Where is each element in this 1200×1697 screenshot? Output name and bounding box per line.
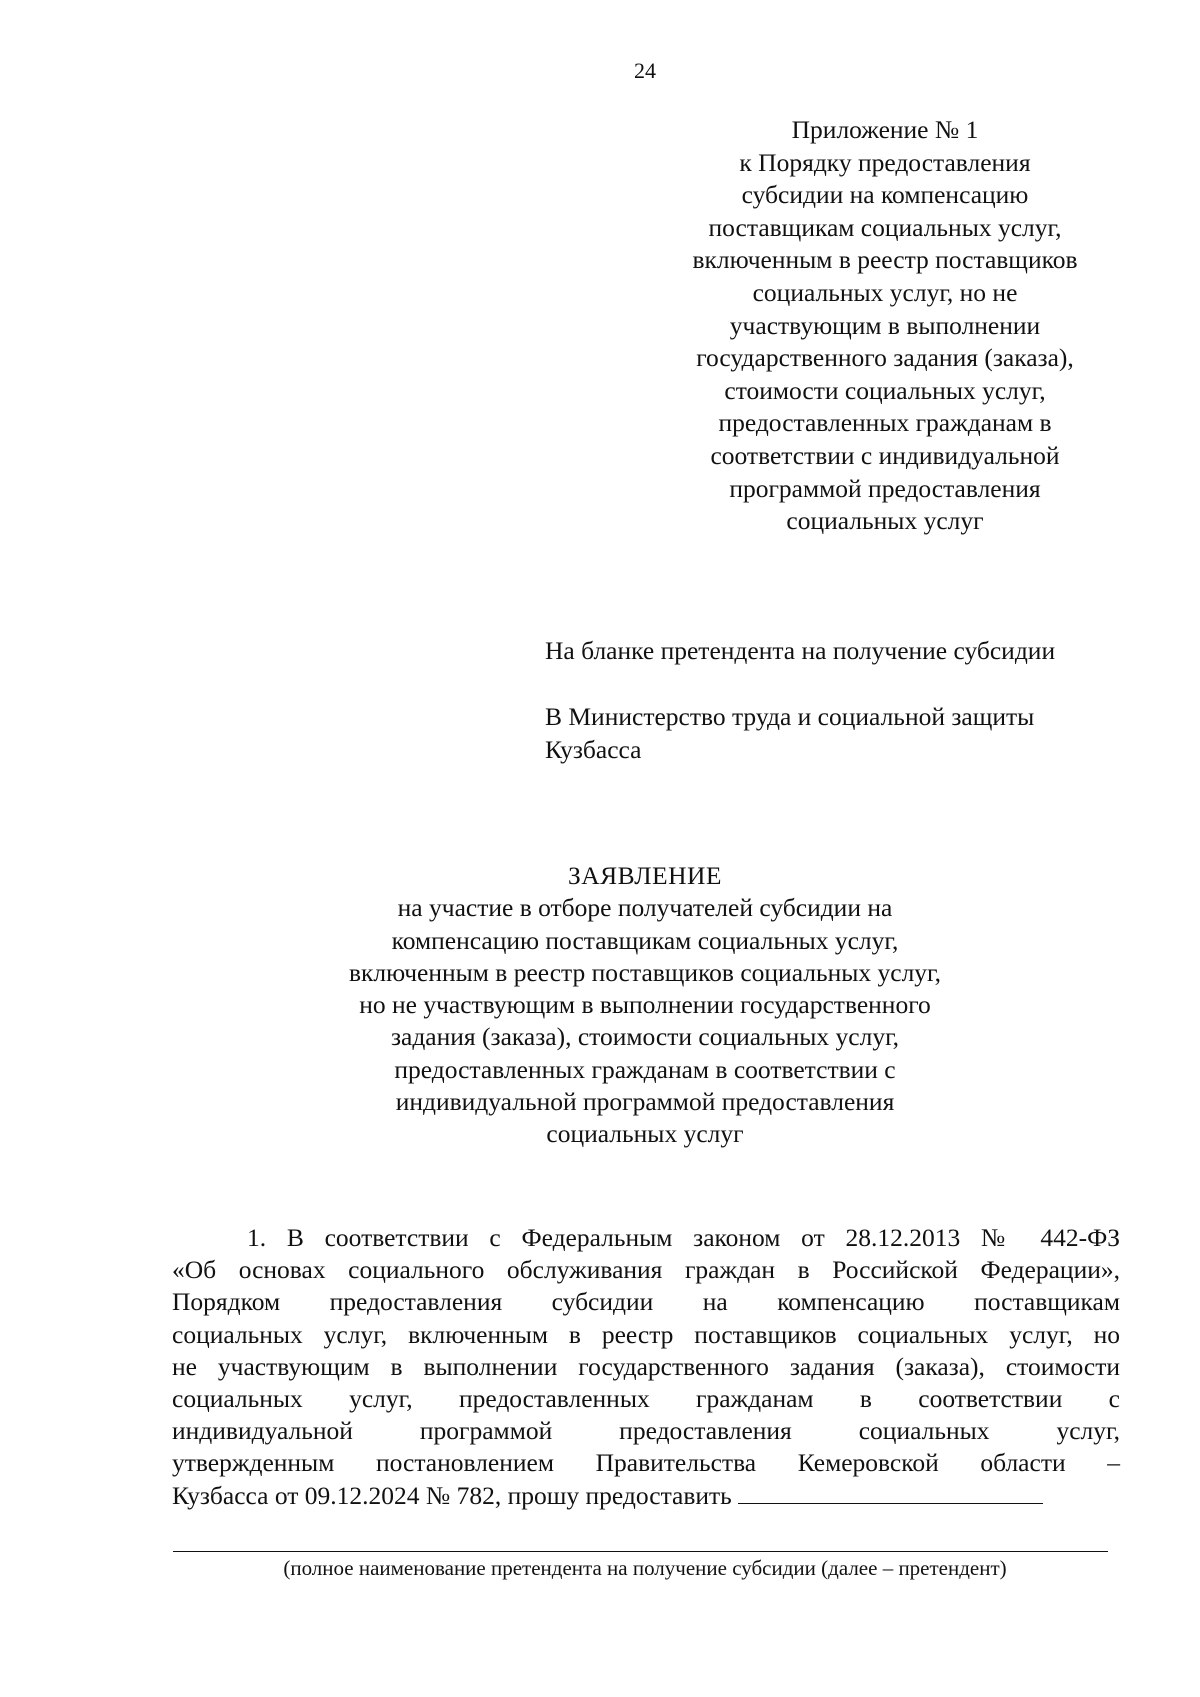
statement-title <box>290 860 1000 1151</box>
paragraph-line: Порядком предоставления субсидии на компенсацию поставщикам <box>172 1287 1120 1317</box>
appendix-line: предоставленных гражданам в <box>718 408 1052 438</box>
statement-subtitle-line: предоставленных гражданам в соответствии с <box>394 1054 896 1084</box>
appendix-line: включенным в реестр поставщиков <box>692 245 1078 275</box>
paragraph-line: 1. В соответствии с Федеральным законом от 28.12.2013 № 442-ФЗ <box>247 1223 1120 1252</box>
paragraph-line: социальных услуг, предоставленных гражданам в соответствии с <box>172 1384 1120 1414</box>
applicant-name-line[interactable] <box>173 1551 1108 1552</box>
appendix-line: государственного задания (заказа), <box>696 343 1074 373</box>
addressee-line: В Министерство труда и социальной защиты <box>545 702 1035 731</box>
letterhead-note: На бланке претендента на получение субсидии <box>545 636 1056 665</box>
statement-subtitle-line: задания (заказа), стоимости социальных услуг, <box>390 1022 900 1052</box>
appendix-line: программой предоставления <box>729 473 1041 503</box>
paragraph-line: индивидуальной программой предоставления социальных услуг, <box>172 1416 1120 1446</box>
page-number: 24 <box>634 58 656 83</box>
appendix-line: участвующим в выполнении <box>729 310 1041 340</box>
statement-subtitle-line: на участие в отборе получателей субсидии на <box>397 893 893 923</box>
paragraph-1 <box>172 1222 1120 1512</box>
statement-heading: ЗАЯВЛЕНИЕ <box>567 861 722 890</box>
statement-subtitle-line: социальных услуг <box>546 1119 744 1149</box>
paragraph-last-line <box>172 1480 1120 1512</box>
addressee-line: Кузбасса <box>545 735 642 764</box>
paragraph-line: Кузбасса от 09.12.2024 № 782, прошу предоставить <box>172 1480 732 1510</box>
paragraph-line: утвержденным постановлением Правительства Кемеровской области – <box>172 1448 1120 1478</box>
applicant-name-caption: (полное наименование претендента на получение субсидии (далее – претендент) <box>283 1556 1007 1580</box>
paragraph-line: не участвующим в выполнении государственного задания (заказа), стоимости <box>172 1351 1120 1381</box>
appendix-line: поставщикам социальных услуг, <box>708 212 1062 242</box>
addressee <box>545 700 1034 766</box>
appendix-line: социальных услуг <box>786 506 984 536</box>
statement-subtitle-line: включенным в реестр поставщиков социальных услуг, <box>348 957 942 987</box>
paragraph-line: социальных услуг, включенным в реестр поставщиков социальных услуг, но <box>172 1319 1120 1349</box>
applicant-fill-blank[interactable] <box>738 1481 1043 1504</box>
appendix-line: к Порядку предоставления <box>739 147 1031 177</box>
appendix-line: соответствии с индивидуальной <box>710 440 1060 470</box>
paragraph-line: «Об основах социального обслуживания граждан в Российской Федерации», <box>172 1255 1120 1285</box>
appendix-line: Приложение № 1 <box>791 115 979 144</box>
appendix-line: стоимости социальных услуг, <box>724 375 1046 405</box>
appendix-header <box>670 114 1100 538</box>
statement-subtitle-line: компенсацию поставщикам социальных услуг, <box>391 925 899 955</box>
statement-subtitle-line: индивидуальной программой предоставления <box>395 1087 895 1117</box>
appendix-line: субсидии на компенсацию <box>741 180 1029 210</box>
statement-subtitle-line: но не участвующим в выполнении государственного <box>359 990 931 1020</box>
appendix-line: социальных услуг, но не <box>752 277 1018 307</box>
